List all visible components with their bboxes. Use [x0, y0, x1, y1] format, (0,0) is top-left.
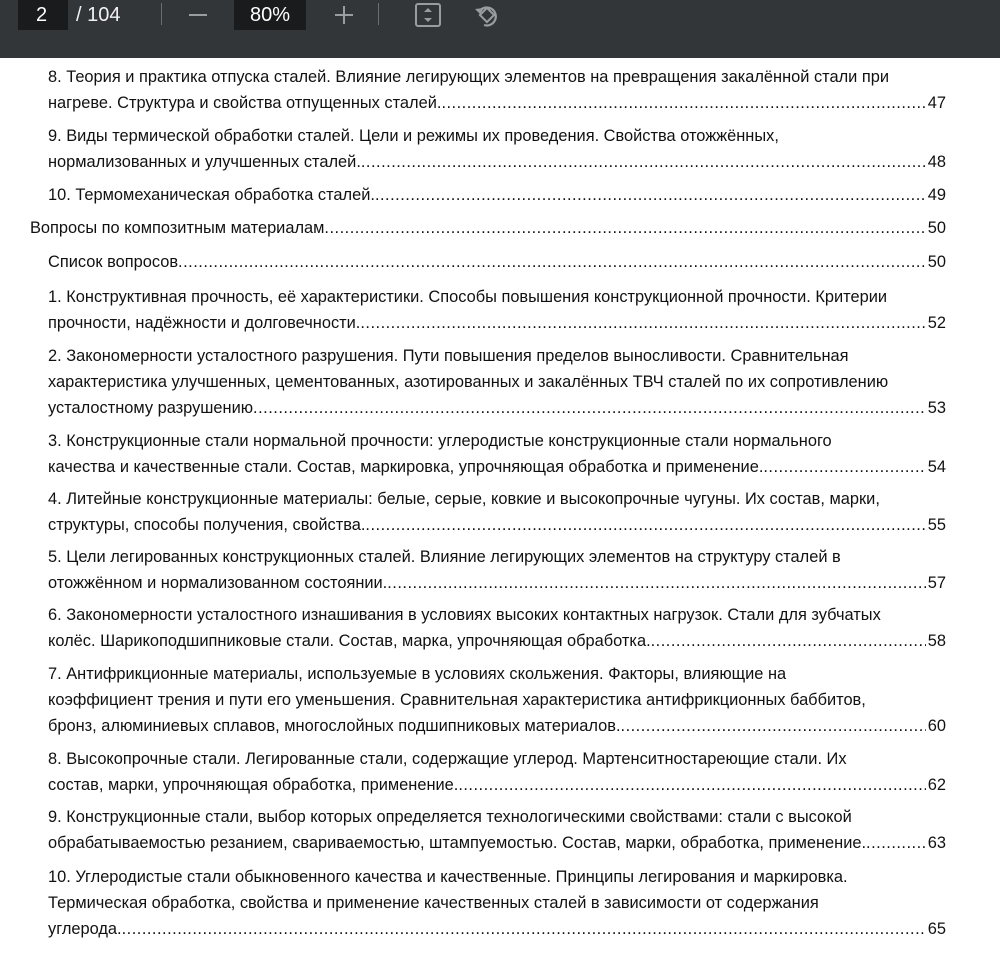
toc-entry-last-line	[48, 182, 946, 208]
zoom-in-icon	[333, 4, 355, 26]
toc-entry-text: 7. Антифрикционные материалы, используемые в условиях скольжения. Факторы, влияющие на	[48, 665, 787, 683]
toc-dot-leader	[360, 310, 925, 336]
toc-entry-text: характеристика улучшенных, цементованных, азотированных и закалённых ТВЧ сталей по их сопротивлению	[48, 373, 889, 391]
fit-page-icon	[414, 2, 442, 28]
toc-dot-leader	[441, 90, 925, 116]
toc-entry[interactable]	[48, 123, 946, 175]
toc-entry[interactable]	[48, 661, 946, 739]
toolbar-divider	[378, 3, 379, 25]
toc-entry-text: 9. Конструкционные стали, выбор которых определяется технологическими свойствами: стали с высокой	[48, 808, 852, 826]
toc-entry-text: состав, марки, упрочняющая обработка, применение.	[48, 776, 459, 794]
toc-entry[interactable]	[48, 864, 946, 942]
toc-entry-last-line	[48, 149, 946, 175]
toc-section-entry[interactable]	[30, 215, 946, 241]
toc-entry[interactable]	[48, 64, 946, 116]
toc-entry-last-line	[48, 772, 946, 798]
toc-dot-leader	[361, 149, 926, 175]
toc-entry-last-line	[48, 830, 946, 856]
toc-entry-text: 5. Цели легированных конструкционных сталей. Влияние легирующих элементов на структуру сталей в	[48, 548, 841, 566]
toc-entry-text: структуры, способы получения, свойства.	[48, 516, 366, 534]
toc-entry-text: 3. Конструкционные стали нормальной прочности: углеродистые конструкционные стали нормального	[48, 432, 832, 450]
toc-dot-leader	[866, 830, 926, 856]
toc-entry-text: 9. Виды термической обработки сталей. Цели и режимы их проведения. Свойства отожжённых,	[48, 127, 779, 145]
toc-entry-text: Список вопросов	[48, 253, 179, 271]
page-number-input[interactable]: 2	[18, 0, 68, 30]
toc-page-number: 55	[927, 516, 946, 534]
toc-page-number: 62	[927, 776, 946, 794]
toc-page-number: 48	[927, 153, 946, 171]
toc-entry[interactable]	[48, 544, 946, 596]
toc-entry-text: бронз, алюминиевых сплавов, многослойных подшипниковых материалов.	[48, 717, 621, 735]
toc-entry-last-line	[48, 512, 946, 538]
toc-entry-text: 10. Углеродистые стали обыкновенного качества и качественные. Принципы легирования и маркировка.	[48, 868, 848, 886]
toc-entry-text: Вопросы по композитным материалам	[30, 219, 325, 237]
toc-entry[interactable]	[48, 284, 946, 336]
toc-page-number: 65	[927, 920, 946, 938]
toc-entry-text: нормализованных и улучшенных сталей.	[48, 153, 361, 171]
page-total-label: / 104	[76, 4, 121, 26]
zoom-in-button[interactable]	[330, 0, 358, 30]
document-page	[0, 58, 1000, 966]
toc-entry-last-line	[48, 310, 946, 336]
toc-entry-text: обрабатываемостью резанием, свариваемостью, штампуемостью. Состав, марки, обработка, применение.	[48, 834, 867, 852]
toc-page-number: 58	[927, 632, 946, 650]
toc-page-number: 50	[927, 219, 946, 237]
toc-entry-text: прочности, надёжности и долговечности.	[48, 314, 361, 332]
toc-entry-last-line	[48, 454, 946, 480]
toc-entry-last-line	[48, 570, 946, 596]
toc-entry-text: качества и качественные стали. Состав, маркировка, упрочняющая обработка и применение.	[48, 458, 764, 476]
toc-dot-leader	[651, 628, 926, 654]
toc-dot-leader	[458, 772, 925, 798]
toc-entry-text: 4. Литейные конструкционные материалы: белые, серые, ковкие и высокопрочные чугуны. Их состав, марки,	[48, 490, 880, 508]
toc-entry-text: 8. Высокопрочные стали. Легированные стали, содержащие углерод. Мартенситностареющие стали. Их	[48, 750, 847, 768]
toc-entry-text: 10. Термомеханическая обработка сталей.	[48, 186, 375, 204]
toc-dot-leader	[621, 713, 926, 739]
toc-dot-leader	[365, 512, 925, 538]
toc-entry-text: нагреве. Структура и свойства отпущенных сталей.	[48, 94, 442, 112]
toc-dot-leader	[253, 395, 926, 421]
toc-page-number: 50	[927, 253, 946, 271]
toc-entry-text: 1. Конструктивная прочность, её характеристики. Способы повышения конструкционной прочности. Критерии	[48, 288, 888, 306]
toc-dot-leader	[375, 182, 926, 208]
toc-entry-text: коэффициент трения и пути его уменьшения. Сравнительная характеристика антифрикционных баббитов,	[48, 691, 866, 709]
toc-entry-text: 2. Закономерности усталостного разрушения. Пути повышения пределов выносливости. Сравнительная	[48, 347, 849, 365]
toc-entry[interactable]	[48, 746, 946, 798]
toc-entry[interactable]	[48, 428, 946, 480]
toc-dot-leader	[387, 570, 926, 596]
zoom-out-button[interactable]	[184, 0, 212, 30]
zoom-level-input[interactable]: 80%	[234, 0, 306, 30]
toc-entry-text: отожжённом и нормализованном состоянии.	[48, 574, 388, 592]
toc-page-number: 49	[927, 186, 946, 204]
toc-entry-last-line	[48, 395, 946, 421]
toc-entry-last-line	[48, 916, 946, 942]
fit-page-button[interactable]	[412, 0, 444, 30]
toc-entry-text: колёс. Шарикоподшипниковые стали. Состав, марка, упрочняющая обработка.	[48, 632, 651, 650]
toc-page-number: 60	[927, 717, 946, 735]
rotate-button[interactable]	[470, 0, 504, 30]
toc-page-number: 54	[927, 458, 946, 476]
zoom-out-icon	[187, 4, 209, 26]
toc-entry-text: 6. Закономерности усталостного изнашивания в условиях высоких контактных нагрузок. Стали для зубчатых	[48, 606, 881, 624]
rotate-icon	[472, 1, 502, 29]
toc-page-number: 57	[927, 574, 946, 592]
toc-entry[interactable]	[48, 343, 946, 421]
pdf-toolbar	[0, 0, 1000, 58]
toc-dot-leader	[178, 249, 926, 275]
toc-page-number: 53	[927, 399, 946, 417]
toc-entry-text: усталостному разрушению	[48, 399, 254, 417]
toc-entry-text: углерода.	[48, 920, 122, 938]
toc-entry[interactable]	[48, 804, 946, 856]
toc-entry[interactable]	[48, 249, 946, 275]
toc-entry-last-line	[30, 215, 946, 241]
toc-entry-last-line	[48, 628, 946, 654]
toc-entry-text: 8. Теория и практика отпуска сталей. Влияние легирующих элементов на превращения закалённой стали при	[48, 68, 890, 86]
toc-entry[interactable]	[48, 602, 946, 654]
toc-page-number: 52	[927, 314, 946, 332]
toc-entry-last-line	[48, 90, 946, 116]
toc-entry[interactable]	[48, 182, 946, 208]
toc-entry-last-line	[48, 249, 946, 275]
toc-page-number: 63	[927, 834, 946, 852]
toolbar-divider	[161, 3, 162, 25]
toc-dot-leader	[763, 454, 925, 480]
toc-entry[interactable]	[48, 486, 946, 538]
toc-dot-leader	[122, 916, 926, 942]
toc-dot-leader	[324, 215, 925, 241]
toc-page-number: 47	[927, 94, 946, 112]
toc-entry-text: Термическая обработка, свойства и применение качественных сталей в зависимости от содержания	[48, 894, 819, 912]
toc-entry-last-line	[48, 713, 946, 739]
